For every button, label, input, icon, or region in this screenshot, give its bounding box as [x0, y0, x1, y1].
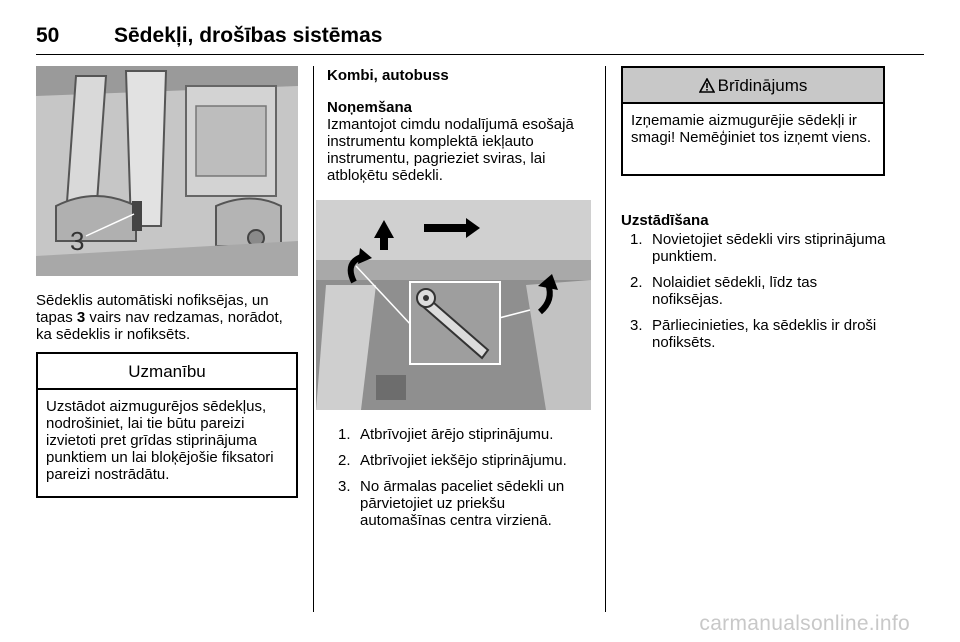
warning-title: Brīdinājums — [717, 76, 808, 95]
section-heading-kombi: Kombi, autobuss — [327, 67, 449, 84]
removal-step-2 — [338, 452, 594, 469]
step-number: 1. — [338, 426, 351, 443]
photo-callout-number: 3 — [70, 226, 85, 256]
warning-body: Izņemamie aizmugurējie sēdekļi ir smagi! Nemēģiniet tos izņemt viens. — [631, 112, 872, 146]
page-title: Sēdekļi, drošības sistēmas — [114, 24, 383, 47]
auto-lock-paragraph — [36, 292, 302, 343]
install-step-3 — [630, 317, 892, 351]
step-number: 3. — [338, 478, 351, 495]
seat-latch-photo — [36, 66, 298, 276]
caution-box — [36, 352, 298, 498]
caution-body: Uzstādot aizmugurējos sēdekļus, nodrošiniet, lai tie būtu pareizi izvietoti pret grīdas stiprinājuma punktiem un lai bloķējošie fiksatori pareizi nostrādātu. — [46, 398, 274, 483]
step-text: Pārliecinieties, ka sēdeklis ir droši nofiksēts. — [652, 317, 877, 351]
column-divider-right — [605, 66, 606, 612]
step-text: Atbrīvojiet iekšējo stiprinājumu. — [360, 452, 567, 469]
header-rule — [36, 54, 924, 55]
step-number: 3. — [630, 317, 643, 334]
removal-steps — [338, 426, 594, 538]
removal-step-1 — [338, 426, 594, 443]
auto-lock-text-bold: 3 — [76, 309, 86, 326]
auto-lock-text-before: Sēdeklis automātiski nofiksējas, un tapas — [36, 292, 269, 326]
removal-subheading: Noņemšana — [327, 99, 413, 116]
step-text: Atbrīvojiet ārējo stiprinājumu. — [360, 426, 554, 443]
install-heading: Uzstādīšana — [621, 212, 709, 229]
step-number: 2. — [630, 274, 643, 291]
removal-intro: Izmantojot cimdu nodalījumā esošajā instrumentu komplektā iekļauto instrumentu, pagrieziet sviras, lai atbloķētu sēdekli. — [327, 116, 574, 184]
step-text: No ārmalas paceliet sēdekli un pārvietojiet uz priekšu automašīnas centra virzienā. — [360, 478, 565, 529]
install-step-1 — [630, 231, 892, 265]
page-number: 50 — [36, 24, 60, 47]
warning-triangle-icon — [699, 70, 715, 106]
seat-removal-illustration — [316, 200, 591, 410]
step-text: Nolaidiet sēdekli, līdz tas nofiksējas. — [652, 274, 818, 308]
auto-lock-text-after: vairs nav redzamas, norādot, ka sēdeklis ir nofiksēts. — [36, 309, 283, 343]
warning-header — [623, 68, 883, 104]
seat-removal-photo — [316, 200, 591, 410]
step-text: Novietojiet sēdekli virs stiprinājuma punktiem. — [652, 231, 886, 265]
watermark-text: carmanualsonline.info — [699, 612, 910, 635]
removal-step-3 — [338, 478, 594, 529]
step-number: 1. — [630, 231, 643, 248]
install-steps — [630, 231, 892, 360]
caution-title: Uzmanību — [38, 354, 296, 390]
warning-box — [621, 66, 885, 176]
install-step-2 — [630, 274, 892, 308]
step-number: 2. — [338, 452, 351, 469]
column-divider-left — [313, 66, 314, 612]
